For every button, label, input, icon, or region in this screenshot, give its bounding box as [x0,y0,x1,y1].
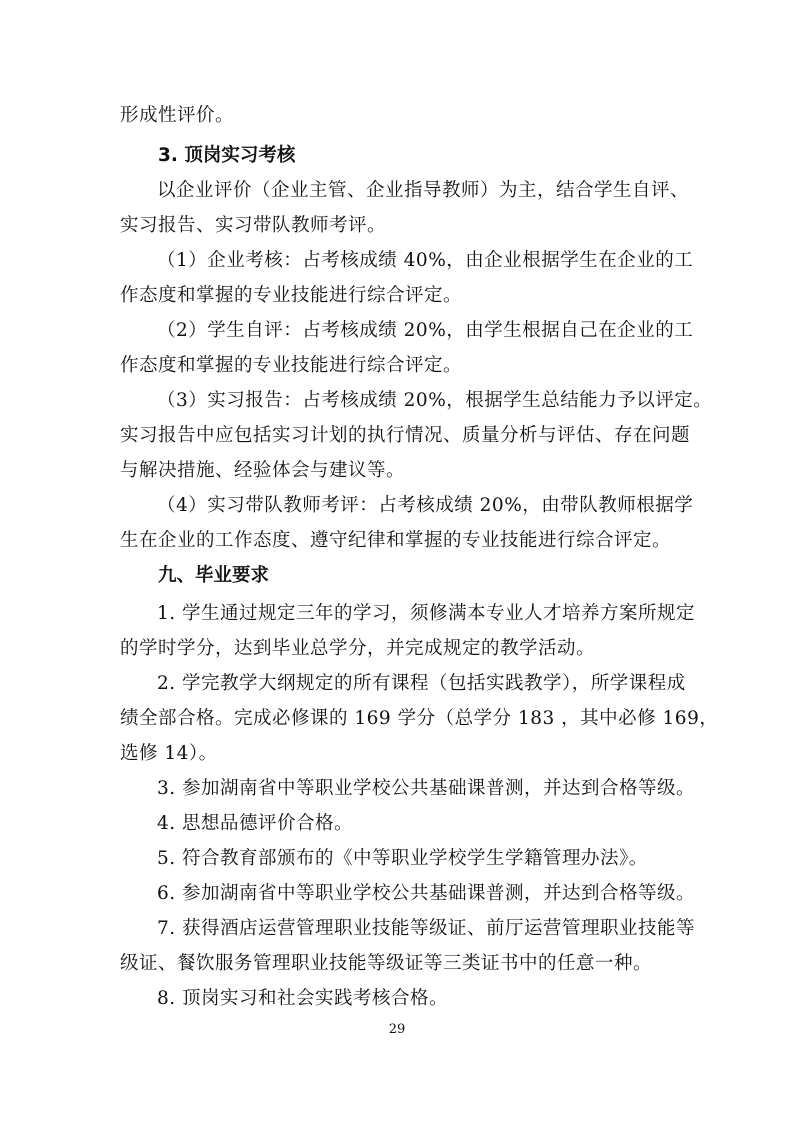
text-line: 6. 参加湖南省中等职业学校公共基础课普测，并达到合格等级。 [157,883,696,904]
text-line: （2）学生自评：占考核成绩 20%，由学生根据自己在企业的工 [157,320,694,341]
text-line: 以企业评价（企业主管、企业指导教师）为主，结合学生自评、 [157,180,690,201]
text-line: 4. 思想品德评价合格。 [157,813,354,834]
text-line: 7. 获得酒店运营管理职业技能等级证、前厅运营管理职业技能等 [157,918,696,939]
text-line: 8. 顶岗实习和社会实践考核合格。 [157,988,449,1009]
requirement-item-2 [120,666,719,771]
text-line: 1. 学生通过规定三年的学习，须修满本专业人才培养方案所规定 [157,603,696,624]
text-line: 级证、餐饮服务管理职业技能等级证等三类证书中的任意一种。 [120,953,653,974]
text-line: （4）实习带队教师考评：占考核成绩 20%，由带队教师根据学 [157,495,694,516]
text-line: 作态度和掌握的专业技能进行综合评定。 [120,285,463,306]
text-line: （1）企业考核：占考核成绩 40%，由企业根据学生在企业的工 [157,250,694,271]
requirement-item-7 [120,911,696,981]
text-line: 绩全部合格。完成必修课的 169 学分（总学分 183 ，其中必修 169， [120,708,719,729]
paragraph-teacher-evaluation [120,488,694,558]
requirement-item-1 [120,596,696,666]
requirement-item-8 [120,981,680,1016]
paragraph-student-self-evaluation [120,313,694,383]
text-line: 的学时学分，达到毕业总学分，并完成规定的教学活动。 [120,638,596,659]
section-heading-internship-assessment: 3. 顶岗实习考核 [158,145,296,166]
text-line: 选修 14）。 [120,743,218,764]
paragraph-enterprise-assessment [120,243,694,313]
text-line: 生在企业的工作态度、遵守纪律和掌握的专业技能进行综合评定。 [120,530,672,551]
text-line: 作态度和掌握的专业技能进行综合评定。 [120,355,463,376]
requirement-item-5 [120,841,680,876]
text-line: 2. 学完教学大纲规定的所有课程（包括实践教学），所学课程成 [157,673,686,694]
text-line: （3）实习报告：占考核成绩 20%，根据学生总结能力予以评定。 [157,390,713,411]
text-line: 实习报告、实习带队教师考评。 [120,215,387,236]
paragraph-internship-report [120,383,713,488]
paragraph-formative-evaluation [120,98,680,133]
page-number: 29 [388,1022,406,1037]
text-line: 5. 符合教育部颁布的《中等职业学校学生学籍管理办法》。 [157,848,648,869]
requirement-item-3 [120,771,696,806]
text-line: 与解决措施、经验体会与建议等。 [120,460,406,481]
text-line: 3. 参加湖南省中等职业学校公共基础课普测，并达到合格等级。 [157,778,696,799]
paragraph-enterprise-evaluation [120,173,690,243]
section-heading-graduation-requirements: 九、毕业要求 [158,565,270,586]
requirement-item-6 [120,876,696,911]
requirement-item-4 [120,806,680,841]
text-line: 形成性评价。 [120,105,235,126]
text-line: 实习报告中应包括实习计划的执行情况、质量分析与评估、存在问题 [120,425,691,446]
